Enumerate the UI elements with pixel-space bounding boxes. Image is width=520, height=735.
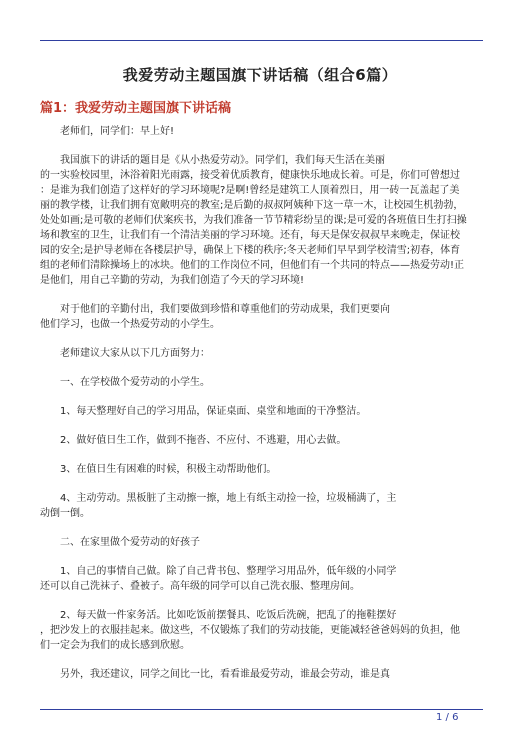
text-line: 处处如画;是可敬的老师们伏案疾书，为我们准备一节节精彩纷呈的课;是可爱的各班值日生打扫操 (40, 215, 467, 226)
text-line: ：是谁为我们创造了这样好的学习环境呢?是啊!曾经是建筑工人顶着烈日，用一砖一瓦盖起了美 (40, 185, 460, 196)
text-line: 丽的教学楼，让我们拥有宽敞明亮的教室;是后勤的叔叔阿姨种下这一草一木，让校园生机勃勃， (40, 200, 464, 211)
paragraph-1 (40, 153, 485, 288)
header-rule (40, 40, 483, 41)
text-line: 的一实验校园里，沐浴着阳光雨露，接受着优质教育，健康快乐地成长着。可是，你们可曾想过 (40, 170, 460, 181)
home-item-1 (40, 564, 485, 594)
page-number: 1 / 6 (436, 712, 459, 723)
text-line: 2、每天做一件家务活。比如吃饭前摆餐具、吃饭后洗碗，把乱了的拖鞋摆好 (60, 610, 397, 621)
section-title: 篇1：我爱劳动主题国旗下讲话稿 (40, 101, 232, 116)
text-line: 场和教室的卫生，让我们有一个清洁美丽的学习环境。还有，每天是保安叔叔早来晚走，保证校 (40, 230, 460, 241)
subheading-home: 二、在家里做个爱劳动的好孩子 (60, 537, 200, 548)
text-line: 对于他们的辛勤付出，我们要做到珍惜和尊重他们的劳动成果，我们更要向 (60, 304, 390, 315)
item-4 (40, 491, 485, 521)
paragraph-3: 老师建议大家从以下几方面努力： (60, 348, 210, 359)
item-1: 1、每天整理好自己的学习用品，保证桌面、桌堂和地面的干净整洁。 (60, 406, 367, 417)
document-body (40, 124, 485, 696)
text-line: 是他们，用自己辛勤的劳动，为我们创造了今天的学习环境! (40, 275, 305, 286)
text-line: 他们学习，也做一个热爱劳动的小学生。 (40, 319, 220, 330)
text-line: ，把沙发上的衣服挂起来。做这些，不仅锻炼了我们的劳动技能，更能减轻爸爸妈妈的负担，他 (40, 625, 460, 636)
text-line: 动倒一倒。 (40, 508, 90, 519)
paragraph-closing: 另外，我还建议，同学之间比一比，看看谁最爱劳动，谁最会劳动，谁是真 (60, 669, 390, 680)
paragraph-2 (40, 302, 485, 332)
text-line: 园的安全;是护导老师在各楼层护导，确保上下楼的秩序;冬天老师们早早到学校清雪;初春，体育 (40, 245, 461, 256)
item-3: 3、在值日生有困难的时候，积极主动帮助他们。 (60, 464, 277, 475)
text-line: 们一定会为我们的成长感到欣慰。 (40, 640, 190, 651)
text-line: 4、主动劳动。黑板脏了主动擦一擦，地上有纸主动捡一捡，垃圾桶满了，主 (60, 493, 397, 504)
document-title: 我爱劳动主题国旗下讲话稿（组合6篇） (122, 66, 398, 84)
text-line: 我国旗下的讲话的题目是《从小热爱劳动》。同学们，我们每天生活在美丽 (60, 155, 385, 166)
home-item-2 (40, 608, 485, 653)
text-line: 还可以自己洗袜子、叠被子。高年级的同学可以自己洗衣服、整理房间。 (40, 581, 360, 592)
footer-rule (40, 709, 483, 710)
text-line: 组的老师们清除操场上的冰块。他们的工作岗位不同，但他们有一个共同的特点——热爱劳动!正 (40, 260, 465, 271)
subheading-school: 一、在学校做个爱劳动的小学生。 (60, 377, 210, 388)
greeting: 老师们，同学们：早上好! (60, 126, 175, 137)
text-line: 1、自己的事情自己做。除了自己背书包、整理学习用品外，低年级的小同学 (60, 566, 397, 577)
item-2: 2、做好值日生工作，做到不拖沓、不应付、不逃避，用心去做。 (60, 435, 347, 446)
